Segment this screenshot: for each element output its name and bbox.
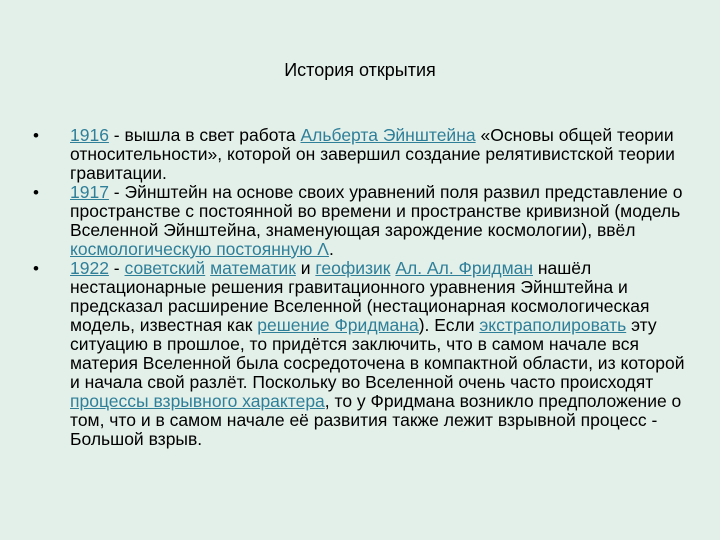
list-item-1916: [33, 126, 693, 183]
link-extrapolate[interactable]: экстраполировать: [479, 315, 627, 335]
year-link-1916[interactable]: 1916: [70, 125, 109, 145]
bullet-icon: •: [33, 183, 39, 202]
item-text: , то у Фридмана возникло предположение о том, что и в самом начале её развития также лежит взрывной процесс - Большой взрыв.: [70, 391, 682, 449]
slide-title: История открытия: [284, 60, 436, 80]
item-text: ). Если: [418, 315, 480, 335]
link-friedmann[interactable]: Ал. Ал. Фридман: [395, 258, 533, 278]
list-item-1917: [33, 183, 693, 259]
link-albert-einstein[interactable]: Альберта Эйнштейна: [300, 125, 476, 145]
item-text: «Основы общей теории относительности», которой он завершил создание релятивистской теории гравитации.: [70, 125, 675, 183]
link-mathematician[interactable]: математик: [210, 258, 296, 278]
bullet-icon: •: [33, 259, 39, 278]
link-geophysicist[interactable]: геофизик: [315, 258, 391, 278]
link-cosmological-constant[interactable]: космологическую постоянную Λ: [70, 239, 329, 259]
list-item-1922: [33, 259, 693, 449]
link-soviet[interactable]: советский: [124, 258, 206, 278]
item-text: -: [108, 258, 125, 278]
item-text: - Эйнштейн на основе своих уравнений поля развил представление о пространстве с постоянной во времени и пространстве кривизной (модель Вселенной Эйнштейна, знаменующая зарождение космологии), ввёл: [70, 182, 683, 240]
year-link-1922[interactable]: 1922: [70, 258, 109, 278]
item-text: нашёл нестационарные решения гравитационного уравнения Эйнштейна и предсказал расширение Вселенной (нестационарная космологическая модель, известная как: [70, 258, 650, 335]
bullet-list: [33, 126, 693, 449]
link-friedmann-solution[interactable]: решение Фридмана: [257, 315, 419, 335]
link-explosive-processes[interactable]: процессы взрывного характера: [70, 391, 325, 411]
item-text: .: [328, 239, 334, 259]
item-text: - вышла в свет работа: [108, 125, 301, 145]
item-text: и: [295, 258, 316, 278]
bullet-icon: •: [33, 126, 39, 145]
item-text: эту ситуацию в прошлое, то придётся заключить, что в самом начале вся материя Вселенной была сосредоточена в компактной области, из которой и начала свой разлёт. Поскольку во Вселенной очень часто происходят: [70, 315, 685, 392]
year-link-1917[interactable]: 1917: [70, 182, 109, 202]
